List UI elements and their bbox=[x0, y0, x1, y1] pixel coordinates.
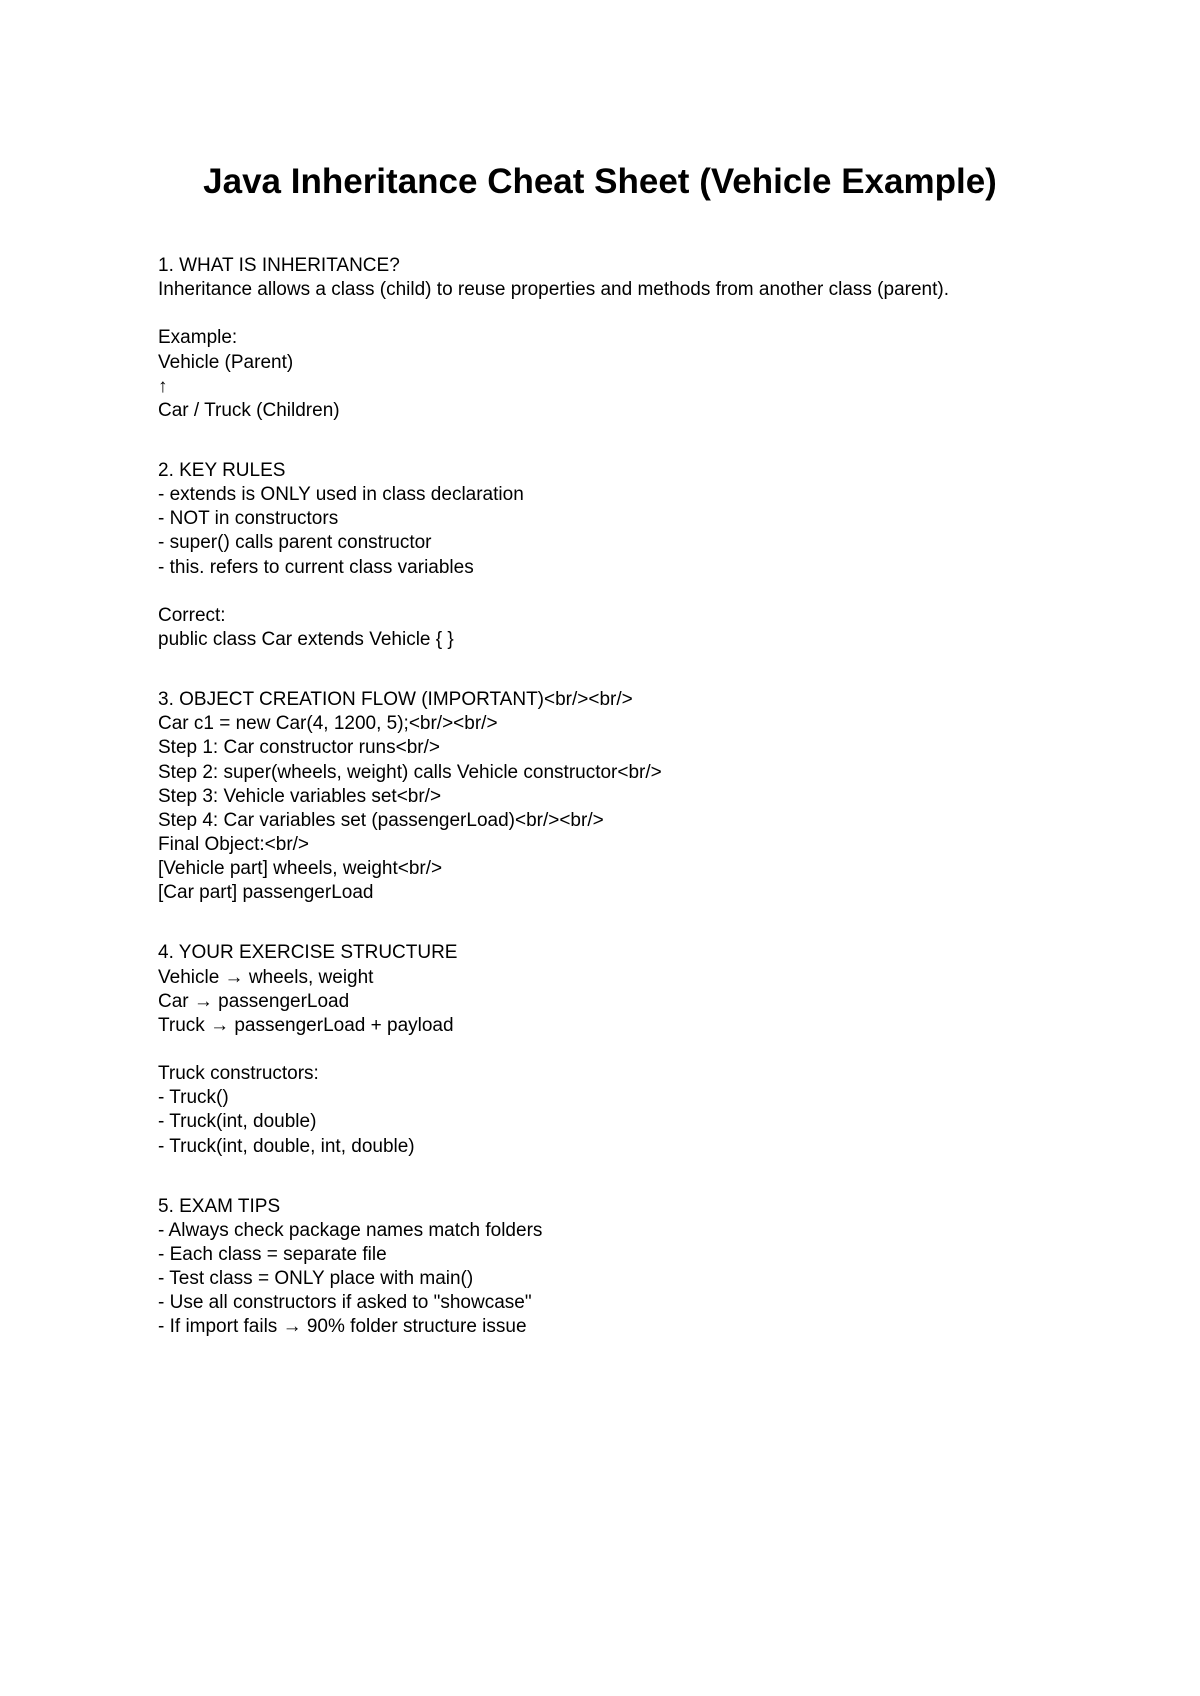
section-heading-key-rules: 2. KEY RULES bbox=[158, 459, 286, 481]
document-body bbox=[158, 254, 1118, 1339]
flow-line: [Vehicle part] wheels, weight<br/> bbox=[158, 858, 443, 880]
example-label: Example: bbox=[158, 327, 238, 349]
structure-line: Vehicle → wheels, weight bbox=[158, 966, 374, 988]
tip-item: - Always check package names match folders bbox=[158, 1219, 543, 1241]
example-line: Vehicle (Parent) bbox=[158, 351, 294, 373]
example-line: Car / Truck (Children) bbox=[158, 399, 340, 421]
structure-line: Car → passengerLoad bbox=[158, 990, 350, 1012]
structure-line: Truck → passengerLoad + payload bbox=[158, 1014, 454, 1036]
section-text: Inheritance allows a class (child) to reuse properties and methods from another class (parent). bbox=[158, 279, 949, 301]
tip-item: - Use all constructors if asked to "showcase" bbox=[158, 1292, 532, 1314]
example-label: Correct: bbox=[158, 604, 226, 626]
rule-item: - NOT in constructors bbox=[158, 508, 339, 530]
flow-line: Step 4: Car variables set (passengerLoad)<br/><br/> bbox=[158, 809, 604, 831]
section-spacer bbox=[158, 1159, 1118, 1195]
example-label: Truck constructors: bbox=[158, 1063, 319, 1085]
code-line: public class Car extends Vehicle { } bbox=[158, 628, 454, 650]
tip-item: - Each class = separate file bbox=[158, 1243, 387, 1265]
section-heading-exercise-structure: 4. YOUR EXERCISE STRUCTURE bbox=[158, 942, 458, 964]
blank-line bbox=[158, 580, 1118, 604]
section-heading-object-creation-flow: 3. OBJECT CREATION FLOW (IMPORTANT)<br/><br/> bbox=[158, 689, 633, 711]
flow-line: Car c1 = new Car(4, 1200, 5);<br/><br/> bbox=[158, 713, 498, 735]
flow-line: Step 2: super(wheels, weight) calls Vehicle constructor<br/> bbox=[158, 761, 662, 783]
rule-item: - extends is ONLY used in class declaration bbox=[158, 484, 524, 506]
page-title: Java Inheritance Cheat Sheet (Vehicle Example) bbox=[203, 162, 997, 201]
tip-item: - If import fails → 90% folder structure issue bbox=[158, 1316, 527, 1338]
blank-line bbox=[158, 1038, 1118, 1062]
flow-line: Step 3: Vehicle variables set<br/> bbox=[158, 785, 442, 807]
tip-item: - Test class = ONLY place with main() bbox=[158, 1268, 474, 1290]
flow-line: Final Object:<br/> bbox=[158, 833, 310, 855]
rule-item: - this. refers to current class variables bbox=[158, 556, 474, 578]
flow-line: Step 1: Car constructor runs<br/> bbox=[158, 737, 440, 759]
up-arrow-icon: ↑ bbox=[158, 375, 168, 397]
section-spacer bbox=[158, 652, 1118, 688]
flow-line: [Car part] passengerLoad bbox=[158, 882, 374, 904]
section-spacer bbox=[158, 423, 1118, 459]
section-heading-exam-tips: 5. EXAM TIPS bbox=[158, 1195, 281, 1217]
section-spacer bbox=[158, 905, 1118, 941]
constructor-item: - Truck(int, double) bbox=[158, 1111, 317, 1133]
constructor-item: - Truck(int, double, int, double) bbox=[158, 1135, 415, 1157]
constructor-item: - Truck() bbox=[158, 1087, 229, 1109]
rule-item: - super() calls parent constructor bbox=[158, 532, 432, 554]
blank-line bbox=[158, 302, 1118, 326]
section-heading-what-is-inheritance: 1. WHAT IS INHERITANCE? bbox=[158, 255, 400, 276]
